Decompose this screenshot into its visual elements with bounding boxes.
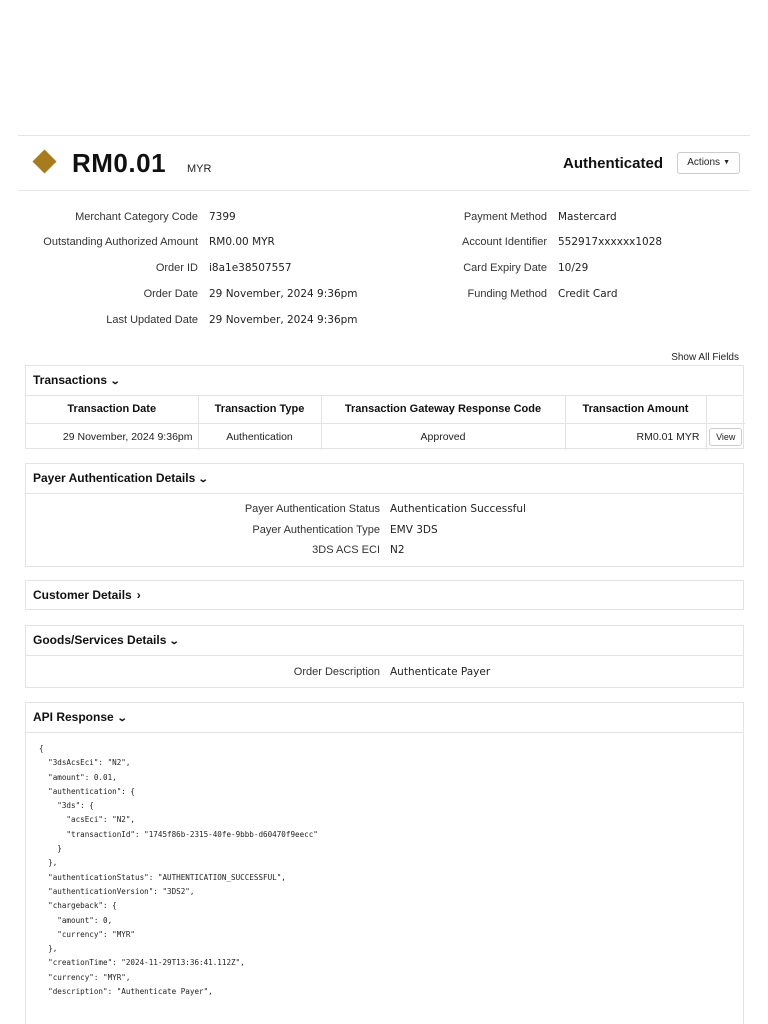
- api-response-json: { "3dsAcsEci": "N2", "amount": 0.01, "authentication": { "3ds": { "acsEci": "N2", "transactionId": "1745f86b-2315-40fe-9bbb-d60470f9eecc" } }, "authenticationStatus": "AUTHENTICATION_SUCCESSFUL", "authenticationVersion": "3DS2", "chargeback": { "amount": 0, "currency": "MYR" }, "creationTime": "2024-11-29T13:36:41.112Z", "currency": "MYR", "description": "Authenticate Payer",: [39, 744, 318, 997]
- api-response-panel: [25, 702, 744, 1024]
- order-amount: RM0.01: [72, 148, 167, 178]
- summary-label: Last Updated Date: [106, 314, 198, 326]
- caret-down-icon: ▼: [723, 159, 730, 166]
- summary-label: Outstanding Authorized Amount: [43, 236, 198, 248]
- field-value: Authentication Successful: [390, 503, 526, 515]
- summary-row: [0, 229, 768, 255]
- payer-auth-title: Payer Authentication Details: [33, 471, 196, 485]
- actions-label: Actions: [687, 157, 721, 168]
- cell-code: Approved: [321, 423, 565, 450]
- field-row: [26, 499, 745, 519]
- summary-value: RM0.00 MYR: [209, 236, 275, 248]
- summary-label: Funding Method: [467, 288, 547, 300]
- transactions-panel: [25, 365, 744, 449]
- order-status-diamond-icon: [32, 149, 56, 173]
- field-label: Payer Authentication Status: [244, 503, 380, 515]
- actions-button[interactable]: [677, 152, 740, 174]
- summary-row: [0, 204, 768, 230]
- column-header[interactable]: Transaction Type: [198, 396, 321, 423]
- summary-value: Mastercard: [558, 211, 617, 223]
- view-transaction-button[interactable]: View: [709, 428, 742, 446]
- summary-label: Merchant Category Code: [75, 211, 198, 223]
- payer-auth-body: [26, 493, 743, 567]
- chevron-down-icon: ⌄: [109, 376, 121, 387]
- customer-header[interactable]: [26, 581, 743, 610]
- table-row: [26, 423, 745, 450]
- cell-amount: RM0.01 MYR: [565, 423, 706, 450]
- cell-date: 29 November, 2024 9:36pm: [26, 423, 198, 450]
- summary-row: [0, 281, 768, 307]
- summary-label: Order Date: [143, 288, 198, 300]
- summary-label: Order ID: [155, 262, 198, 274]
- transactions-title: Transactions: [33, 373, 108, 387]
- column-header[interactable]: Transaction Date: [26, 396, 198, 423]
- field-label: Order Description: [293, 666, 380, 678]
- summary-label: Account Identifier: [462, 236, 547, 248]
- goods-title: Goods/Services Details: [33, 633, 167, 647]
- field-label: 3DS ACS ECI: [312, 544, 380, 556]
- summary-value: 29 November, 2024 9:36pm: [209, 288, 358, 300]
- field-value: EMV 3DS: [390, 524, 438, 536]
- order-header: [18, 136, 750, 191]
- api-response-title: API Response: [33, 710, 114, 724]
- table-header-row: [26, 396, 745, 423]
- payer-auth-header[interactable]: [26, 464, 743, 493]
- column-header[interactable]: Transaction Gateway Response Code: [321, 396, 565, 423]
- summary-value: 7399: [209, 211, 236, 223]
- api-response-header[interactable]: [26, 703, 743, 732]
- summary-value: 10/29: [558, 262, 589, 274]
- field-value: Authenticate Payer: [390, 666, 491, 678]
- order-currency: MYR: [187, 163, 212, 175]
- field-row: [26, 520, 745, 540]
- summary-row: [0, 255, 768, 281]
- column-header[interactable]: Transaction Amount: [565, 396, 706, 423]
- summary-row: [0, 307, 768, 333]
- goods-panel: [25, 625, 744, 688]
- transactions-header[interactable]: [26, 366, 743, 395]
- summary-value: 552917xxxxxx1028: [558, 236, 663, 248]
- payer-auth-panel: [25, 463, 744, 567]
- chevron-down-icon: ⌄: [169, 636, 181, 647]
- cell-action: [706, 423, 745, 450]
- customer-panel: [25, 580, 744, 610]
- chevron-down-icon: ⌄: [116, 713, 128, 724]
- field-row: [26, 662, 745, 682]
- field-row: [26, 540, 745, 560]
- show-all-fields-link[interactable]: Show All Fields: [671, 352, 739, 363]
- order-status: Authenticated: [562, 155, 663, 172]
- summary-value: 29 November, 2024 9:36pm: [209, 314, 358, 326]
- transactions-table: [26, 396, 745, 450]
- summary-label: Card Expiry Date: [463, 262, 547, 274]
- customer-title: Customer Details: [33, 588, 132, 602]
- column-header-actions: [706, 396, 745, 423]
- chevron-right-icon: ›: [136, 588, 141, 602]
- goods-body: [26, 655, 743, 688]
- summary-label: Payment Method: [463, 211, 547, 223]
- field-label: Payer Authentication Type: [252, 524, 380, 536]
- goods-header[interactable]: [26, 626, 743, 655]
- summary-value: Credit Card: [558, 288, 618, 300]
- transactions-body: [26, 395, 743, 450]
- field-value: N2: [390, 544, 405, 556]
- chevron-down-icon: ⌄: [198, 474, 209, 485]
- api-response-body: [26, 732, 743, 1005]
- summary-value: i8a1e38507557: [209, 262, 292, 274]
- cell-type: Authentication: [198, 423, 321, 450]
